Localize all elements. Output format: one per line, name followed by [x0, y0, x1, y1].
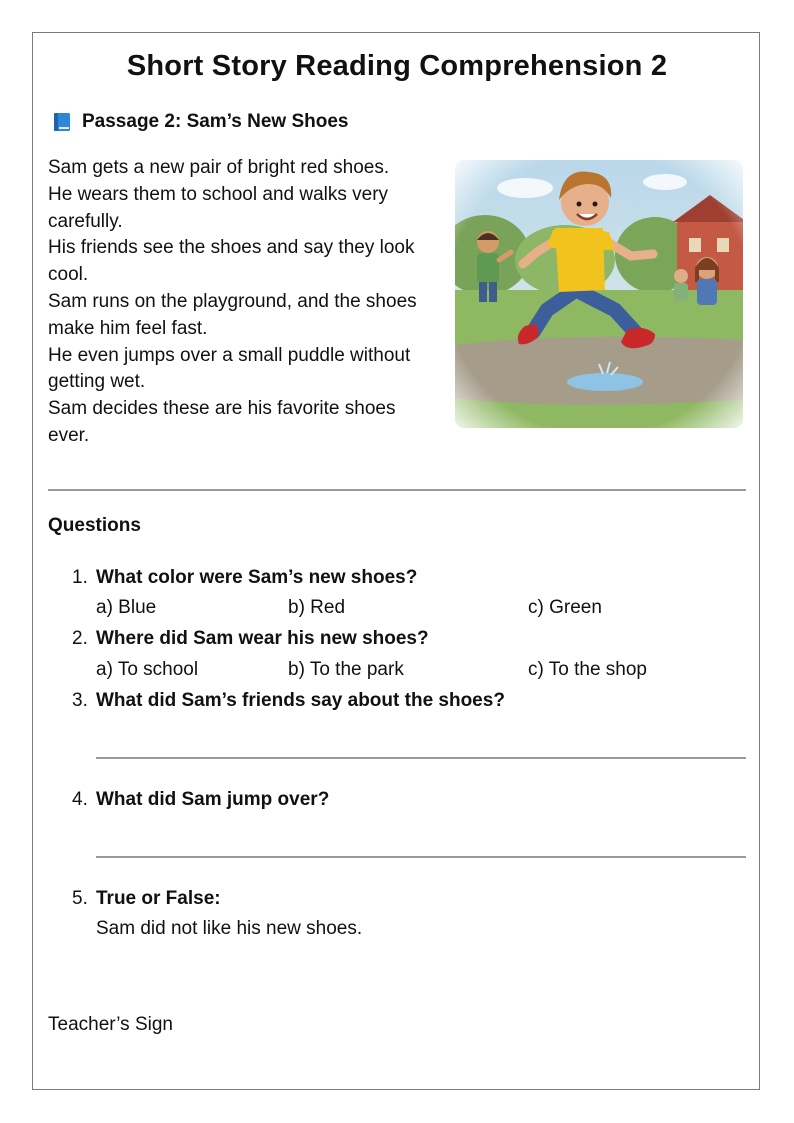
question-text: What color were Sam’s new shoes?: [96, 567, 418, 588]
questions-heading: Questions: [48, 515, 141, 536]
question-number: 4.: [72, 789, 88, 810]
question-number: 1.: [72, 567, 88, 588]
question-number: 3.: [72, 690, 88, 711]
story-line: He even jumps over a small puddle without: [48, 344, 411, 366]
story-line: carefully.: [48, 210, 123, 232]
passage-title: Passage 2: Sam’s New Shoes: [82, 111, 349, 132]
question-text: What did Sam’s friends say about the shoes?: [96, 690, 505, 711]
answer-option[interactable]: c) To the shop: [528, 659, 648, 680]
teacher-sign-label: Teacher’s Sign: [48, 1014, 173, 1035]
story-line: cool.: [48, 264, 89, 286]
story-line: getting wet.: [48, 371, 146, 393]
question-number: 5.: [72, 888, 88, 909]
story-line: ever.: [48, 424, 90, 446]
answer-option[interactable]: b) To the park: [288, 659, 404, 680]
question-text: What did Sam jump over?: [96, 789, 330, 810]
story-text: [48, 155, 443, 450]
answer-line[interactable]: [96, 757, 746, 759]
answer-line[interactable]: [96, 856, 746, 858]
story-line: make him feel fast.: [48, 317, 208, 339]
answer-option[interactable]: a) Blue: [96, 597, 157, 618]
story-line: He wears them to school and walks very: [48, 183, 389, 205]
question-text: True or False:: [96, 888, 221, 909]
answer-option[interactable]: c) Green: [528, 597, 602, 618]
story-line: Sam gets a new pair of bright red shoes.: [48, 157, 390, 178]
answer-option[interactable]: a) To school: [96, 659, 199, 680]
true-false-statement: Sam did not like his new shoes.: [96, 918, 363, 939]
story-line: His friends see the shoes and say they look: [48, 237, 415, 259]
story-illustration: [455, 160, 743, 428]
section-divider: [48, 489, 746, 491]
story-line: Sam decides these are his favorite shoes: [48, 398, 396, 420]
question-number: 2.: [72, 628, 88, 649]
book-icon: [52, 112, 72, 132]
story-line: Sam runs on the playground, and the shoes: [48, 290, 417, 312]
question-text: Where did Sam wear his new shoes?: [96, 628, 429, 649]
passage-header: [52, 111, 348, 133]
answer-option[interactable]: b) Red: [288, 597, 346, 618]
page-title: Short Story Reading Comprehension 2: [126, 50, 668, 82]
